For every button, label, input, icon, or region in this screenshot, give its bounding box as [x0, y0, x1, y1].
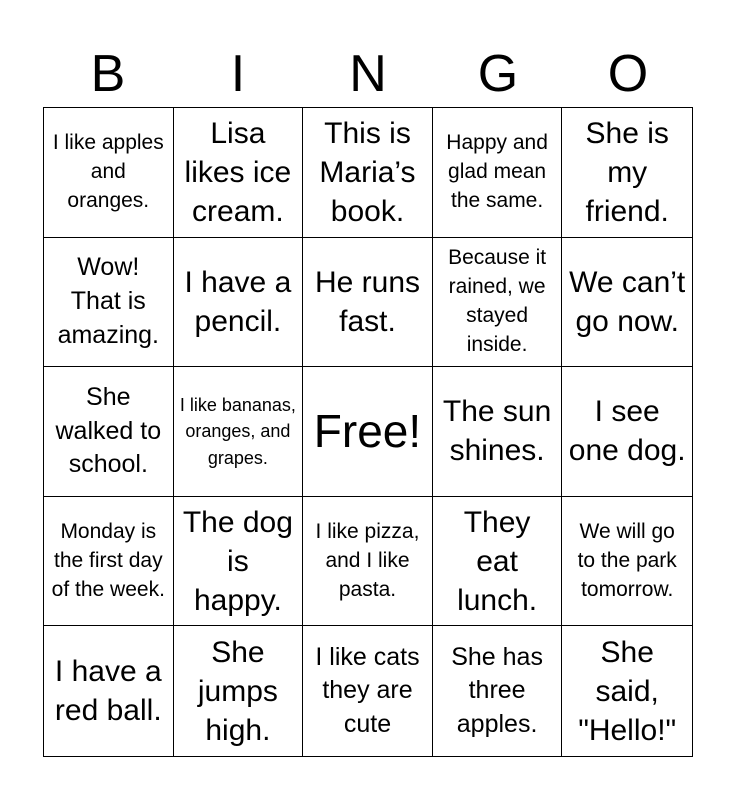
bingo-card-grid — [43, 107, 693, 757]
header-letter-n: N — [349, 45, 387, 103]
bingo-cell-r2c5[interactable] — [562, 238, 692, 368]
cell-text: I have a pencil. — [184, 265, 292, 338]
cell-text: I have a red ball. — [54, 655, 162, 728]
bingo-cell-r3c5[interactable] — [562, 367, 692, 497]
cell-text: I like cats they are cute — [315, 642, 420, 739]
cell-text: He runs fast. — [314, 265, 421, 338]
bingo-cell-free[interactable] — [303, 367, 433, 497]
bingo-cell-r5c3[interactable] — [303, 626, 433, 756]
cell-text: This is Maria’s book. — [319, 116, 416, 228]
bingo-cell-r3c4[interactable] — [433, 367, 563, 497]
cell-text: She walked to school. — [55, 382, 162, 479]
bingo-cell-r5c4[interactable] — [433, 626, 563, 756]
cell-text: We will go to the park tomorrow. — [577, 519, 677, 601]
cell-text: She jumps high. — [197, 635, 278, 747]
cell-text: She has three apples. — [451, 642, 543, 739]
cell-text: I see one dog. — [568, 395, 686, 468]
header-letter-i: I — [230, 45, 246, 103]
cell-text: She is my friend. — [585, 116, 669, 228]
cell-text: We can’t go now. — [569, 265, 686, 338]
cell-text: Monday is the first day of the week. — [51, 519, 165, 601]
bingo-cell-r2c4[interactable] — [433, 238, 563, 368]
bingo-cell-r4c4[interactable] — [433, 497, 563, 627]
cell-text: Because it rained, we stayed inside. — [448, 245, 547, 356]
bingo-cell-r4c2[interactable] — [174, 497, 304, 627]
bingo-cell-r1c5[interactable] — [562, 108, 692, 238]
bingo-header — [43, 40, 693, 108]
bingo-cell-r2c3[interactable] — [303, 238, 433, 368]
cell-text: I like apples and oranges. — [52, 130, 164, 212]
cell-text: Happy and glad mean the same. — [446, 130, 548, 212]
header-letter-g: G — [477, 45, 519, 103]
bingo-cell-r2c2[interactable] — [174, 238, 304, 368]
bingo-cell-r5c1[interactable] — [44, 626, 174, 756]
bingo-cell-r3c1[interactable] — [44, 367, 174, 497]
cell-text: She said, "Hello!" — [578, 635, 677, 747]
bingo-cell-r5c2[interactable] — [174, 626, 304, 756]
cell-text: The dog is happy. — [182, 505, 293, 617]
free-space-text: Free! — [313, 405, 422, 458]
cell-text: Wow! That is amazing. — [57, 253, 160, 349]
bingo-cell-r1c4[interactable] — [433, 108, 563, 238]
bingo-cell-r2c1[interactable] — [44, 238, 174, 368]
bingo-cell-r1c2[interactable] — [174, 108, 304, 238]
cell-text: The sun shines. — [442, 395, 552, 468]
cell-text: I like bananas, oranges, and grapes. — [179, 395, 296, 468]
cell-text: They eat lunch. — [457, 505, 538, 617]
cell-text: I like pizza, and I like pasta. — [315, 519, 420, 601]
bingo-cell-r4c1[interactable] — [44, 497, 174, 627]
bingo-cell-r4c3[interactable] — [303, 497, 433, 627]
bingo-cell-r1c3[interactable] — [303, 108, 433, 238]
bingo-cell-r5c5[interactable] — [562, 626, 692, 756]
cell-text: Lisa likes ice cream. — [184, 116, 292, 228]
bingo-cell-r4c5[interactable] — [562, 497, 692, 627]
bingo-cell-r3c2[interactable] — [174, 367, 304, 497]
bingo-cell-r1c1[interactable] — [44, 108, 174, 238]
header-letter-b: B — [90, 45, 126, 103]
header-letter-o: O — [607, 45, 649, 103]
